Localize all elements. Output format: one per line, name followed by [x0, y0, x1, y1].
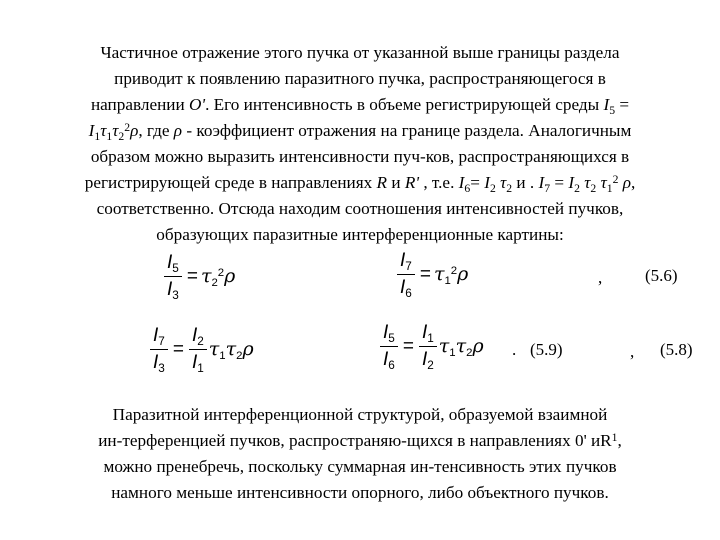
symbol-I: I	[538, 173, 545, 192]
symbol-O-prime: O'	[188, 95, 206, 114]
symbol-I: I	[167, 279, 173, 300]
formula-5-8	[148, 325, 254, 374]
fraction	[164, 252, 182, 301]
symbol-I: I	[191, 325, 198, 346]
formula-rhs	[201, 265, 235, 288]
symbol-I: I	[568, 173, 575, 192]
text-line: соответственно. Отсюда находим соотношения интенсивностей пучков,	[96, 199, 624, 218]
text-line: . Его интенсивность в объеме регистрирующей среды	[205, 95, 604, 114]
symbol-rho: ρ	[173, 121, 183, 140]
text-line: направлении	[90, 95, 189, 114]
symbol-I: I	[458, 173, 465, 192]
superscript: 2	[124, 120, 131, 134]
comma: ,	[598, 268, 603, 287]
symbol-I: I	[603, 95, 610, 114]
subscript: 1	[606, 181, 613, 195]
superscript: 2	[217, 266, 225, 279]
fraction	[380, 322, 398, 371]
text-line: можно пренебречь, поскольку суммарная ин-тенсивность этих пучков	[103, 457, 617, 476]
symbol-rho: ρ	[618, 173, 631, 192]
symbol-I: I	[88, 121, 95, 140]
text-line: образующих паразитные интерференционные картины:	[156, 225, 564, 244]
superscript: 1	[611, 430, 618, 444]
symbol-rho: ρ	[242, 338, 254, 360]
subscript: 6	[464, 181, 471, 195]
formula-rhs	[439, 335, 484, 358]
subscript: 6	[388, 359, 395, 373]
subscript: 2	[118, 129, 125, 143]
symbol-rho: ρ	[457, 263, 469, 285]
fraction	[397, 250, 415, 299]
equation-number-5-8: (5.8)	[660, 340, 693, 359]
subscript: 3	[172, 289, 179, 303]
symbol-tau: τ	[200, 265, 212, 287]
text-line: =	[615, 95, 630, 114]
formula-rhs	[209, 338, 254, 361]
text-line: - коэффициент отражения на границе раздела. Аналогичным	[182, 121, 632, 140]
subscript: 1	[106, 129, 113, 143]
equation-number-5-6: (5.6)	[645, 266, 678, 285]
symbol-I: I	[400, 277, 406, 298]
symbol-tau: τ	[100, 121, 107, 140]
symbol-tau: τ	[208, 338, 220, 360]
subscript: 1	[449, 346, 456, 359]
subscript: 1	[94, 129, 101, 143]
symbol-I: I	[153, 352, 159, 373]
symbol-R: R	[600, 431, 612, 450]
subscript: 2	[197, 335, 204, 349]
symbol-rho: ρ	[472, 335, 484, 357]
text-line: намного меньше интенсивности опорного, либо объектного пучков.	[111, 483, 609, 502]
text-line: Частичное отражение этого пучка от указанной выше границы раздела	[100, 43, 620, 62]
subscript: 5	[388, 332, 395, 346]
text-line: Паразитной интерференционной структурой, образуемой взаимной	[112, 405, 608, 424]
subscript: 7	[405, 260, 412, 274]
symbol-I: I	[153, 325, 159, 346]
subscript: 5	[172, 262, 179, 276]
subscript: 2	[506, 181, 513, 195]
equals-sign: =	[172, 338, 184, 360]
fraction	[150, 325, 168, 374]
comma: ,	[630, 342, 635, 361]
subscript: 2	[574, 181, 580, 195]
subscript: 1	[219, 349, 226, 362]
symbol-tau: τ	[596, 173, 607, 192]
paragraph-conclusion	[40, 402, 680, 506]
subscript: 2	[590, 181, 597, 195]
text-line: , где	[138, 121, 174, 140]
superscript: 2	[450, 264, 458, 277]
symbol-tau: τ	[495, 173, 507, 192]
symbol-tau: τ	[433, 263, 445, 285]
superscript: 2	[612, 172, 619, 186]
subscript: 2	[489, 181, 496, 195]
symbol-I: I	[167, 252, 173, 273]
text-line: , т.е.	[419, 173, 459, 192]
subscript: 2	[466, 346, 473, 359]
subscript: 3	[158, 362, 165, 376]
symbol-tau: τ	[112, 121, 119, 140]
symbol-I: I	[383, 349, 389, 370]
subscript: 6	[405, 287, 412, 301]
symbol-rho: ρ	[130, 121, 139, 140]
equals-sign: =	[402, 335, 414, 357]
period: .	[512, 340, 517, 359]
text-line: ,	[617, 431, 622, 450]
paragraph-intro	[28, 40, 692, 248]
formula-5-6-right	[395, 250, 468, 299]
subscript: 1	[197, 362, 204, 376]
equals-sign: =	[419, 263, 431, 285]
fraction	[189, 325, 207, 374]
subscript: 2	[427, 359, 434, 373]
symbol-R-prime: R'	[404, 173, 420, 192]
symbol-I: I	[383, 322, 389, 343]
text-line: регистрирующей среде в направлениях	[84, 173, 377, 192]
subscript: 2	[236, 349, 243, 362]
text-line: =	[550, 173, 569, 192]
symbol-I: I	[400, 250, 406, 271]
symbol-R: R	[376, 173, 388, 192]
text-line: и .	[512, 173, 539, 192]
text-line: ин-терференцией пучков, распространяю-щихся в направлениях 0' и	[98, 431, 601, 450]
symbol-tau: τ	[438, 335, 450, 357]
formula-5-6-left	[162, 252, 235, 301]
text-line: приводит к появлению паразитного пучка, распространяющегося в	[114, 69, 606, 88]
text-line: =	[470, 173, 485, 192]
subscript: 2	[211, 276, 218, 289]
formula-5-9	[378, 322, 484, 371]
text-line: и	[387, 173, 405, 192]
equation-number-5-9: (5.9)	[530, 340, 563, 359]
symbol-rho: ρ	[224, 265, 236, 287]
subscript: 7	[544, 181, 551, 195]
symbol-tau: τ	[579, 173, 591, 192]
symbol-I: I	[484, 173, 490, 192]
subscript: 7	[158, 335, 165, 349]
formula-rhs	[434, 263, 468, 286]
symbol-tau: τ	[225, 338, 237, 360]
subscript: 1	[427, 332, 434, 346]
symbol-I: I	[191, 352, 198, 373]
fraction	[419, 322, 437, 371]
symbol-I: I	[421, 349, 428, 370]
equals-sign: =	[186, 265, 198, 287]
symbol-I: I	[421, 322, 428, 343]
text-line: образом можно выразить интенсивности пуч-ков, распространяющихся в	[90, 147, 630, 166]
symbol-tau: τ	[455, 335, 467, 357]
subscript: 5	[609, 103, 616, 117]
text-line: ,	[630, 173, 636, 192]
subscript: 1	[444, 274, 451, 287]
